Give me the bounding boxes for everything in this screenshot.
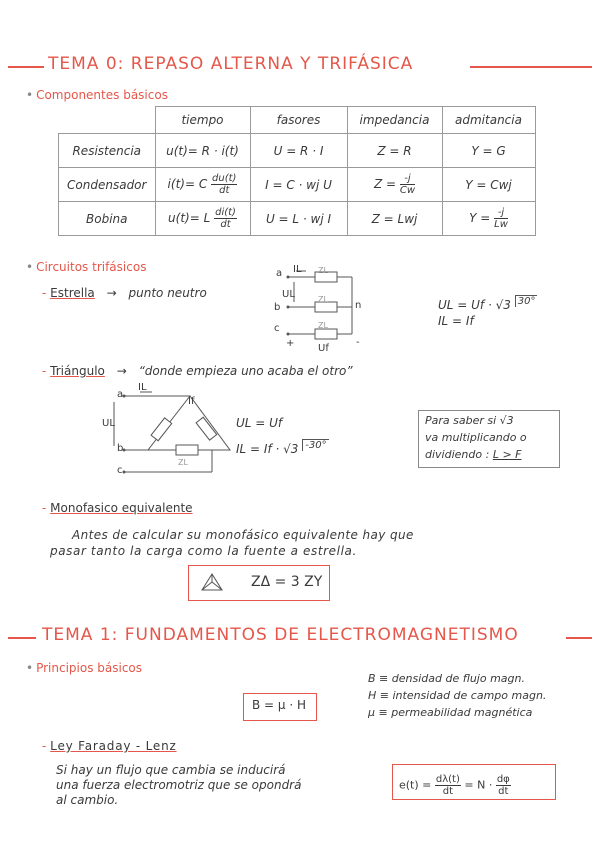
- star-uf-label: Uf: [318, 343, 329, 354]
- frac-den: Lw: [494, 219, 508, 230]
- frac-num: du(t): [212, 173, 237, 184]
- row-name: Resistencia: [59, 134, 156, 168]
- cell-fasor: U = R · I: [250, 134, 347, 168]
- note-line-3-pre: dividiendo :: [425, 448, 490, 461]
- title1-rule-right: [566, 637, 592, 639]
- delta-node-b: b: [117, 443, 124, 454]
- table-header-cell: admitancia: [442, 107, 535, 134]
- title-rule-right: [470, 66, 592, 68]
- frac-den: Cw: [399, 185, 416, 196]
- star-plus: +: [286, 338, 295, 349]
- table-header-cell: impedancia: [347, 107, 442, 134]
- table-header-cell: fasores: [250, 107, 347, 134]
- table-header-cell: [59, 107, 156, 134]
- componentes-label: Componentes básicos: [36, 88, 168, 102]
- cell-admitancia: Y = G: [442, 134, 535, 168]
- triangulo-desc: “donde empieza uno acaba el otro”: [138, 364, 353, 378]
- def-h: H ≡ intensidad de campo magn.: [368, 689, 547, 702]
- faraday-pre: e(t) =: [399, 778, 432, 792]
- frac-num: dλ(t): [435, 774, 460, 785]
- componentes-heading: • Componentes básicos: [26, 88, 168, 102]
- imp-fraction: [400, 173, 415, 196]
- table-row: [59, 202, 536, 236]
- estrella-eq1: [438, 296, 537, 312]
- cell-tiempo: [155, 168, 250, 202]
- note-line-2: va multiplicando o: [425, 431, 527, 444]
- row-name: Bobina: [59, 202, 156, 236]
- delta-star-formula: ZΔ = 3 ZY: [251, 574, 323, 590]
- tema1-title: TEMA 1: FUNDAMENTOS DE ELECTROMAGNETISMO: [42, 625, 519, 645]
- delta-node-c: c: [117, 465, 123, 476]
- cell-admitancia: [442, 202, 535, 236]
- title1-rule-left: [8, 637, 36, 639]
- monofasico-text-2: pasar tanto la carga como la fuente a estrella.: [50, 544, 357, 558]
- faraday-frac-2: [496, 774, 511, 797]
- adm-fraction: [494, 207, 508, 230]
- tema0-title: TEMA 0: REPASO ALTERNA Y TRIFÁSICA: [48, 54, 414, 74]
- faraday-heading: - Ley Faraday - Lenz: [42, 739, 177, 753]
- frac-num: dφ: [496, 774, 510, 785]
- tiempo-fraction: [211, 173, 237, 196]
- star-ul-label: UL: [282, 289, 295, 300]
- row-name: Condensador: [59, 168, 156, 202]
- cell-impedancia: Z = R: [347, 134, 442, 168]
- cell-tiempo: [155, 202, 250, 236]
- delta-il-label: IL: [138, 382, 147, 393]
- def-mu: μ ≡ permeabilidad magnética: [368, 706, 533, 719]
- principios-label: Principios básicos: [36, 661, 143, 675]
- table-header-row: [59, 107, 536, 134]
- faraday-frac-1: [435, 774, 461, 797]
- table-row: [59, 134, 536, 168]
- estrella-eq2: IL = If: [438, 314, 474, 328]
- star-node-c: c: [274, 323, 280, 334]
- sqrt3-note-box: [418, 410, 560, 468]
- delta-circuit-diagram: [112, 388, 232, 483]
- cell-impedancia: Z = Lwj: [347, 202, 442, 236]
- star-node-a: a: [276, 268, 283, 279]
- adm-pre: Y =: [469, 211, 491, 225]
- estrella-eq1-angle: 30°: [515, 295, 538, 307]
- cell-admitancia: Y = Cwj: [442, 168, 535, 202]
- frac-num: -j: [494, 207, 508, 219]
- cell-fasor: I = C · wj U: [250, 168, 347, 202]
- circuitos-label: Circuitos trifásicos: [36, 260, 147, 274]
- delta-star-icon: [199, 572, 225, 594]
- estrella-arrow: →: [106, 286, 117, 300]
- estrella-desc: punto neutro: [128, 286, 207, 300]
- note-line-1: Para saber si √3: [425, 414, 514, 427]
- faraday-formula: [399, 774, 511, 797]
- triangulo-eq2-text: IL = If · √3: [236, 442, 299, 456]
- faraday-text-2: una fuerza electromotriz que se opondrá: [56, 778, 302, 792]
- faraday-text-1: Si hay un flujo que cambia se inducirá: [56, 763, 286, 777]
- estrella-label: Estrella: [50, 286, 95, 300]
- triangulo-eq2: [236, 440, 329, 456]
- monofasico-label: Monofasico equivalente: [50, 501, 193, 515]
- b-formula-box: [243, 693, 317, 721]
- principios-heading: • Principios básicos: [26, 661, 143, 675]
- imp-pre: Z =: [373, 177, 397, 191]
- cell-impedancia: [347, 168, 442, 202]
- frac-den: dt: [220, 219, 231, 230]
- faraday-label: Ley Faraday - Lenz: [50, 739, 177, 753]
- triangulo-arrow: →: [116, 364, 127, 378]
- tiempo-fraction: [214, 207, 237, 230]
- star-zl-3: ZL: [318, 321, 328, 330]
- b-formula: B = μ · H: [252, 698, 307, 712]
- circuitos-heading: • Circuitos trifásicos: [26, 260, 147, 274]
- delta-star-formula-box: [188, 565, 330, 601]
- note-rule: L > F: [492, 448, 522, 461]
- delta-if-label: If: [188, 396, 195, 407]
- frac-den: dt: [442, 786, 454, 797]
- table-row: [59, 168, 536, 202]
- triangulo-heading: - Triángulo → “donde empieza uno acaba el otro”: [42, 364, 353, 378]
- estrella-heading: - Estrella → punto neutro: [42, 286, 207, 300]
- note-line-3: [425, 448, 521, 461]
- star-il-label: IL: [293, 264, 302, 275]
- frac-den: dt: [219, 185, 230, 196]
- title-rule-left: [8, 66, 44, 68]
- delta-ul-label: UL: [102, 418, 115, 429]
- star-zl-1: ZL: [318, 266, 328, 275]
- star-zl-2: ZL: [318, 295, 328, 304]
- monofasico-text-1: Antes de calcular su monofásico equivalente hay que: [72, 528, 414, 542]
- cell-tiempo: u(t)= R · i(t): [155, 134, 250, 168]
- def-b: B ≡ densidad de flujo magn.: [368, 672, 525, 685]
- monofasico-heading: - Monofasico equivalente: [42, 501, 193, 515]
- estrella-eq1-text: UL = Uf · √3: [438, 298, 511, 312]
- delta-node-a: a: [117, 389, 124, 400]
- delta-zl-label: ZL: [178, 458, 188, 467]
- triangulo-eq1: UL = Uf: [236, 416, 283, 430]
- faraday-text-3: al cambio.: [56, 793, 119, 807]
- tiempo-pre: u(t)= L: [168, 211, 211, 225]
- frac-den: dt: [498, 786, 509, 797]
- star-minus: -: [356, 337, 360, 348]
- frac-num: -j: [400, 173, 415, 185]
- faraday-mid: = N ·: [464, 778, 493, 792]
- components-table: [58, 106, 536, 236]
- tiempo-pre: i(t)= C: [167, 177, 208, 191]
- table-header-cell: tiempo: [155, 107, 250, 134]
- star-node-n: n: [355, 300, 362, 311]
- star-node-b: b: [274, 302, 281, 313]
- cell-fasor: U = L · wj I: [250, 202, 347, 236]
- triangulo-eq2-angle: -30°: [302, 439, 328, 451]
- frac-num: di(t): [215, 207, 236, 218]
- faraday-formula-box: [392, 764, 556, 800]
- triangulo-label: Triángulo: [50, 364, 105, 378]
